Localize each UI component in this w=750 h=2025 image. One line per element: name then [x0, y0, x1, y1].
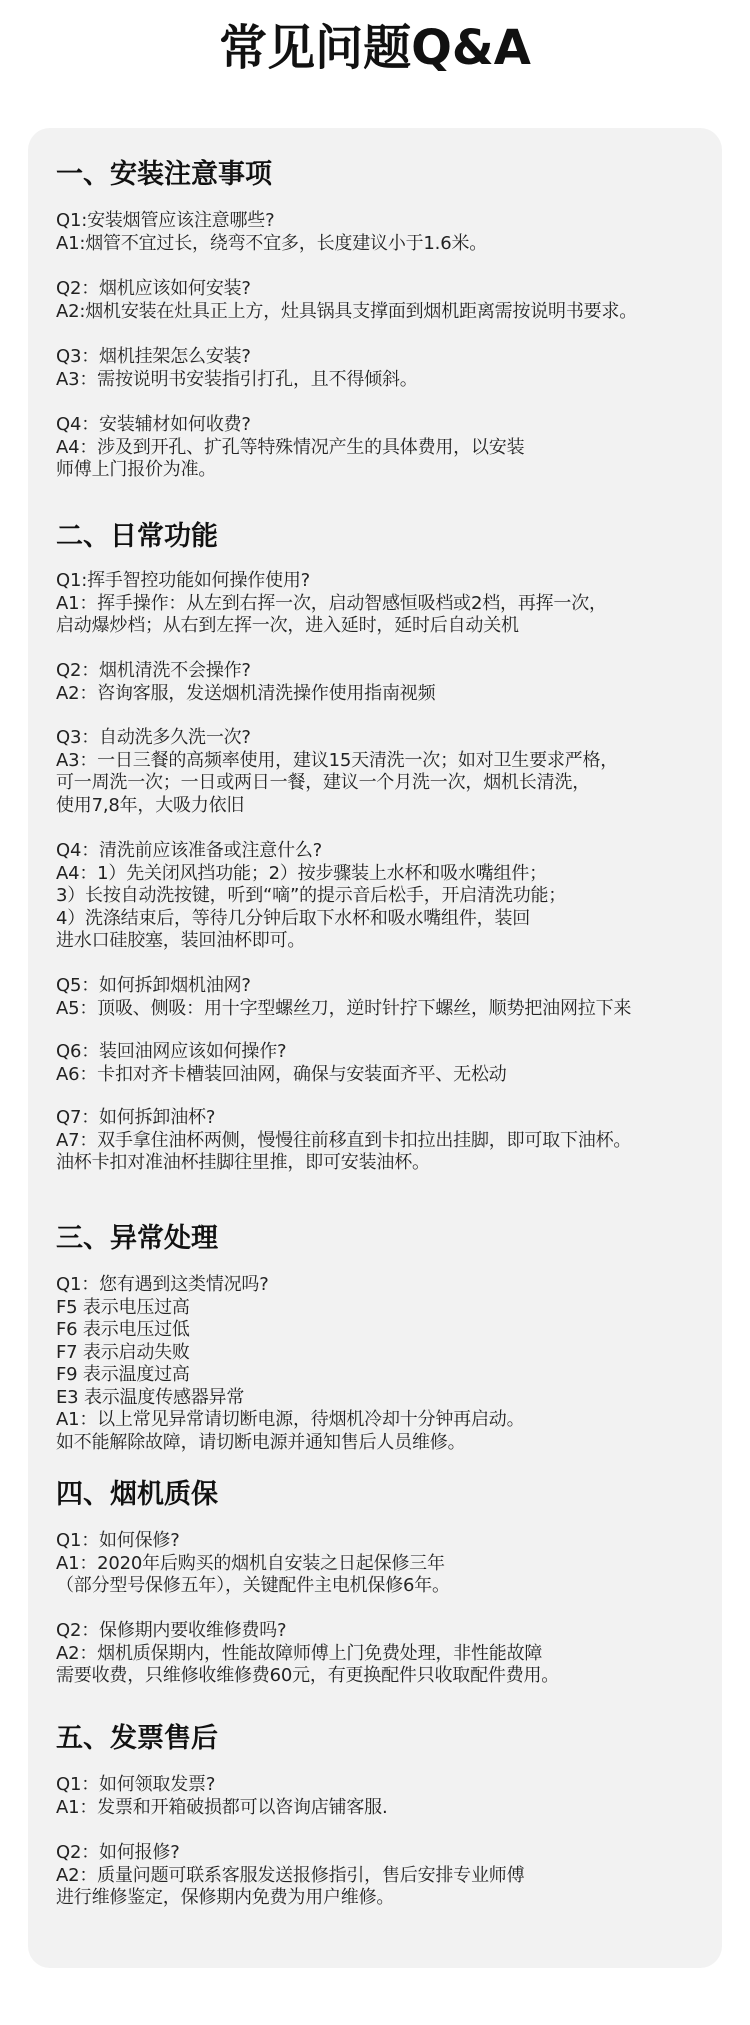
qa-item — [56, 1842, 524, 1910]
answer: 可一周洗一次；一日或两日一餐，建议一个月洗一次，烟机长清洗， — [56, 772, 590, 793]
answer: A1:烟管不宜过长，绕弯不宜多，长度建议小于1.6米。 — [56, 232, 488, 254]
answer: 进水口硅胶塞，装回油杯即可。 — [56, 930, 306, 951]
answer: 师傅上门报价为准。 — [56, 459, 217, 480]
question: Q3：自动洗多久洗一次? — [56, 727, 251, 748]
qa-item — [56, 570, 607, 638]
answer: A1：2020年后购买的烟机自安装之日起保修三年 — [56, 1552, 445, 1574]
qa-item — [56, 727, 618, 817]
section-title: 五、发票售后 — [56, 1723, 218, 1754]
qa-item — [56, 414, 524, 482]
qa-item — [56, 1274, 524, 1454]
question: Q6：装回油网应该如何操作? — [56, 1041, 287, 1062]
answer: A2：质量问题可联系客服发送报修指引，售后安排专业师傅 — [56, 1864, 525, 1886]
section-installation — [56, 158, 706, 480]
error-code: F6 表示电压过低 — [56, 1319, 190, 1340]
question: Q4：清洗前应该准备或注意什么? — [56, 840, 322, 861]
answer: A4：1）先关闭风挡功能；2）按步骤装上水杯和吸水嘴组件； — [56, 862, 547, 884]
question: Q1：如何领取发票? — [56, 1774, 216, 1795]
answer: A2：烟机质保期内，性能故障师傅上门免费处理，非性能故障 — [56, 1642, 543, 1664]
answer: A1：以上常见异常请切断电源，待烟机冷却十分钟再启动。 — [56, 1409, 525, 1430]
qa-item — [56, 210, 487, 255]
qa-item — [56, 1620, 559, 1688]
section-title: 二、日常功能 — [56, 521, 218, 552]
qa-item — [56, 975, 631, 1020]
question: Q1:挥手智控功能如何操作使用? — [56, 570, 311, 591]
qa-item — [56, 278, 637, 323]
answer: A3：一日三餐的高频率使用，建议15天清洗一次；如对卫生要求严格， — [56, 749, 619, 771]
error-code: F9 表示温度过高 — [56, 1364, 190, 1385]
answer: A5：顶吸、侧吸：用十字型螺丝刀，逆时针拧下螺丝，顺势把油网拉下来 — [56, 997, 632, 1019]
section-warranty — [56, 1478, 706, 1686]
answer: 启动爆炒档；从右到左挥一次，进入延时，延时后自动关机 — [56, 615, 519, 636]
section-title: 四、烟机质保 — [56, 1479, 218, 1510]
answer: A2：咨询客服，发送烟机清洗操作使用指南视频 — [56, 682, 436, 704]
question: Q1:安装烟管应该注意哪些? — [56, 210, 275, 231]
qa-item — [56, 346, 418, 391]
answer: A3：需按说明书安装指引打孔，且不得倾斜。 — [56, 368, 418, 390]
answer: 3）长按自动洗按键，听到“嘀”的提示音后松手，开启清洗功能； — [56, 885, 567, 906]
question: Q2：保修期内要收维修费吗? — [56, 1620, 287, 1641]
answer: A6：卡扣对齐卡槽装回油网，确保与安装面齐平、无松动 — [56, 1063, 507, 1085]
qa-item — [56, 1530, 450, 1598]
question: Q1：如何保修? — [56, 1530, 180, 1551]
qa-item — [56, 1774, 388, 1819]
qa-item — [56, 660, 435, 705]
question: Q7：如何拆卸油杯? — [56, 1107, 216, 1128]
answer: 进行维修鉴定，保修期内免费为用户维修。 — [56, 1887, 395, 1908]
page-title: 常见问题Q&A — [219, 20, 531, 76]
section-daily-functions — [56, 520, 706, 1173]
question: Q2：烟机应该如何安装? — [56, 278, 251, 299]
answer: 使用7,8年，大吸力依旧 — [56, 794, 245, 816]
question: Q1：您有遇到这类情况吗? — [56, 1274, 269, 1295]
answer: A7：双手拿住油杯两侧，慢慢往前移直到卡扣拉出挂脚，即可取下油杯。 — [56, 1129, 632, 1151]
section-title: 一、安装注意事项 — [56, 159, 272, 190]
error-code: F5 表示电压过高 — [56, 1296, 190, 1318]
section-title: 三、异常处理 — [56, 1223, 218, 1254]
qa-item — [56, 840, 566, 953]
answer: 4）洗涤结束后，等待几分钟后取下水杯和吸水嘴组件，装回 — [56, 907, 531, 929]
answer: 需要收费，只维修收维修费60元，有更换配件只收取配件费用。 — [56, 1665, 560, 1686]
question: Q3：烟机挂架怎么安装? — [56, 346, 251, 367]
section-troubleshooting — [56, 1222, 706, 1453]
question: Q4：安装辅材如何收费? — [56, 414, 251, 435]
answer: A2:烟机安装在灶具正上方，灶具锅具支撑面到烟机距离需按说明书要求。 — [56, 300, 638, 322]
question: Q2：如何报修? — [56, 1842, 180, 1863]
answer: 如不能解除故障，请切断电源并通知售后人员维修。 — [56, 1431, 466, 1453]
question: Q5：如何拆卸烟机油网? — [56, 975, 251, 996]
answer: （部分型号保修五年），关键配件主电机保修6年。 — [56, 1575, 450, 1596]
error-code: E3 表示温度传感器异常 — [56, 1386, 245, 1408]
answer: 油杯卡扣对准油杯挂脚往里推，即可安装油杯。 — [56, 1152, 430, 1173]
section-invoice-aftersales — [56, 1722, 706, 1908]
error-code: F7 表示启动失败 — [56, 1341, 190, 1363]
qa-item — [56, 1041, 507, 1086]
question: Q2：烟机清洗不会操作? — [56, 660, 251, 681]
answer: A4：涉及到开孔、扩孔等特殊情况产生的具体费用，以安装 — [56, 436, 525, 458]
answer: A1：发票和开箱破损都可以咨询店铺客服. — [56, 1796, 388, 1818]
faq-card — [28, 128, 722, 1968]
qa-item — [56, 1107, 631, 1175]
answer: A1：挥手操作：从左到右挥一次，启动智感恒吸档或2档，再挥一次， — [56, 592, 607, 614]
